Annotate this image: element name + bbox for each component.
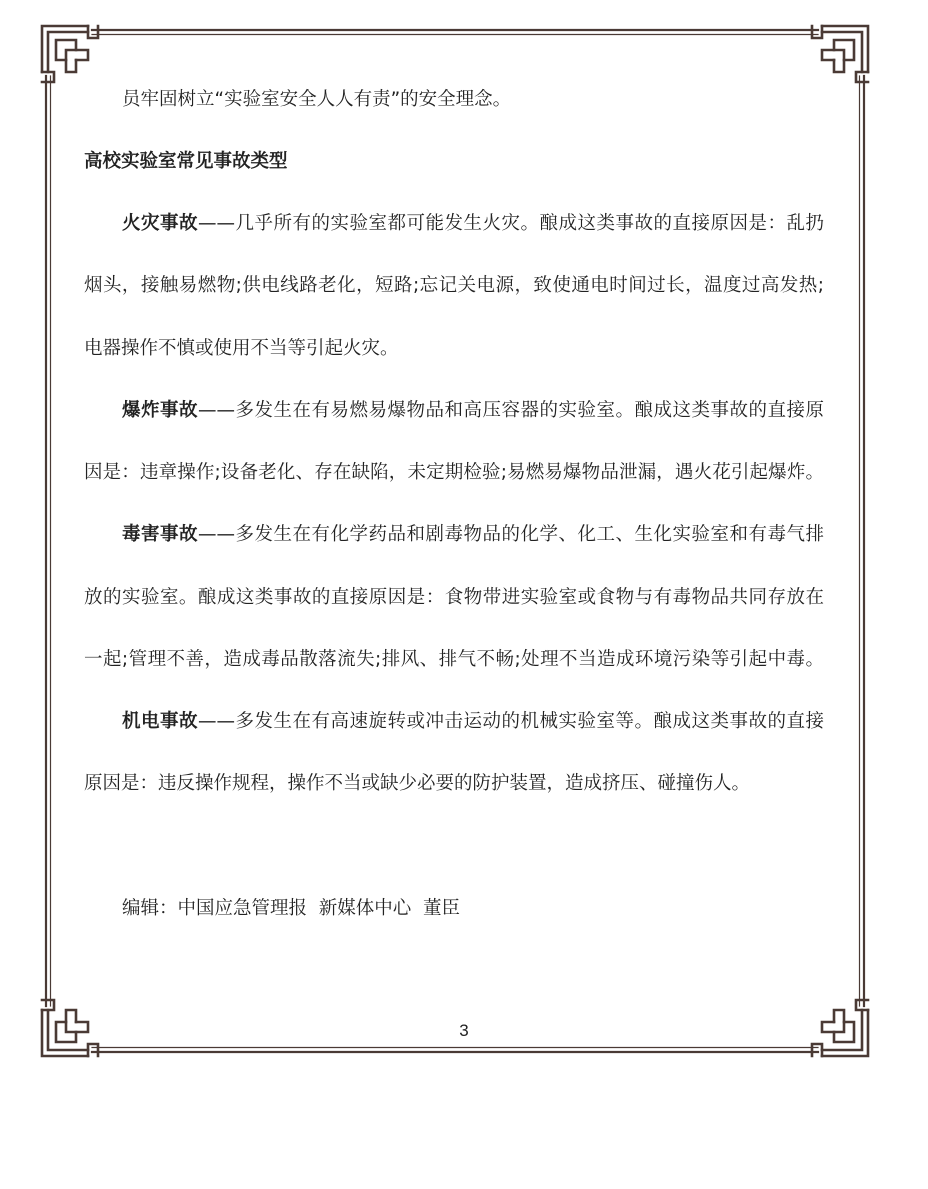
fire-paragraph-line-2: 烟头，接触易燃物;供电线路老化，短路;忘记关电源，致使通电时间过长，温度过高发热; (84, 275, 824, 296)
poison-paragraph-line-2: 放的实验室。酿成这类事故的直接原因是：食物带进实验室或食物与有毒物品共同存放在 (84, 587, 824, 608)
explosion-paragraph-line-1: 爆炸事故——多发生在有易燃易爆物品和高压容器的实验室。酿成这类事故的直接原 (122, 400, 824, 421)
corner-ornament-top-left (42, 26, 98, 82)
fire-term: 火灾事故 (122, 213, 198, 234)
mechanical-term: 机电事故 (122, 711, 198, 732)
explosion-term: 爆炸事故 (122, 400, 198, 421)
page-number: 3 (459, 1021, 469, 1040)
fire-paragraph-line-3: 电器操作不慎或使用不当等引起火灾。 (84, 338, 399, 359)
editor-credit: 编辑：中国应急管理报 新媒体中心 董臣 (122, 898, 461, 919)
poison-term: 毒害事故 (122, 524, 198, 545)
explosion-paragraph-line-2: 因是：违章操作;设备老化、存在缺陷，未定期检验;易燃易爆物品泄漏，遇火花引起爆炸。 (84, 462, 824, 483)
section-heading: 高校实验室常见事故类型 (84, 151, 288, 172)
intro-line: 员牢固树立“实验室安全人人有责”的安全理念。 (122, 89, 512, 110)
mechanical-paragraph-line-2: 原因是：违反操作规程，操作不当或缺少必要的防护装置，造成挤压、碰撞伤人。 (84, 773, 751, 794)
fire-paragraph-line-1: 火灾事故——几乎所有的实验室都可能发生火灾。酿成这类事故的直接原因是：乱扔 (122, 213, 824, 234)
poison-paragraph-line-3: 一起;管理不善，造成毒品散落流失;排风、排气不畅;处理不当造成环境污染等引起中毒。 (84, 649, 824, 670)
poison-paragraph-line-1: 毒害事故——多发生在有化学药品和剧毒物品的化学、化工、生化实验室和有毒气排 (122, 524, 824, 545)
corner-ornament-top-right (812, 26, 868, 82)
mechanical-paragraph-line-1: 机电事故——多发生在有高速旋转或冲击运动的机械实验室等。酿成这类事故的直接 (122, 711, 824, 732)
